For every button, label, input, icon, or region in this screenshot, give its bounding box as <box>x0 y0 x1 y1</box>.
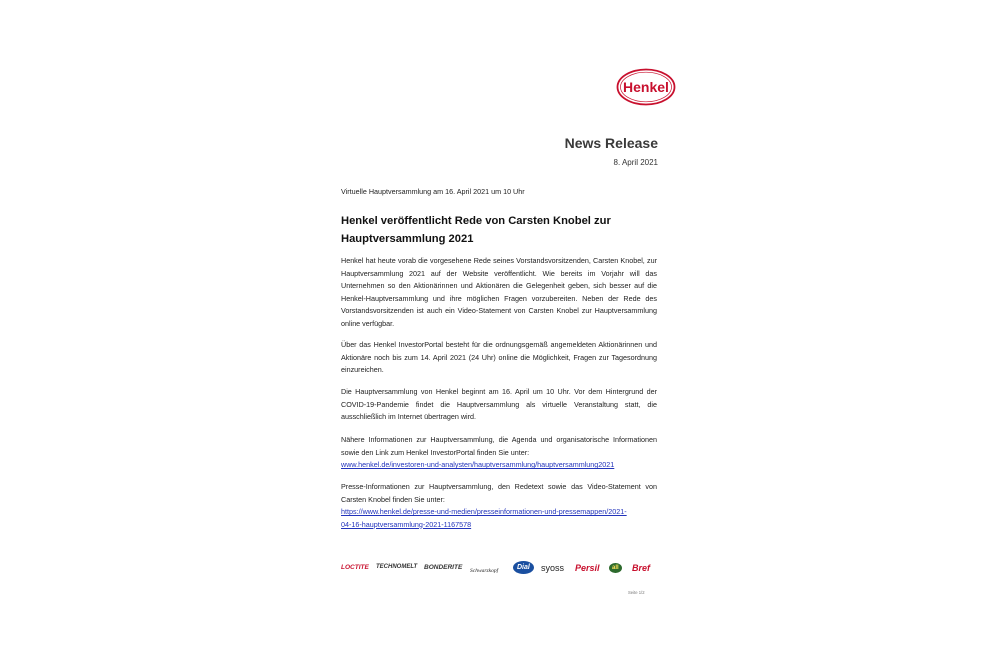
paragraph-4 <box>341 434 657 472</box>
brand-syoss-logo: syoss <box>541 563 565 573</box>
henkel-logo-text: Henkel <box>623 79 669 95</box>
presse-link-line-2[interactable]: 04-16-hauptversammlung-2021-1167578 <box>341 519 472 529</box>
paragraph-5 <box>341 481 657 531</box>
brand-dial-logo: Dial <box>513 561 534 574</box>
brand-all-logo: all <box>609 563 622 573</box>
hauptversammlung-link[interactable]: www.henkel.de/investoren-und-analysten/hauptversammlung/hauptversammlung2021 <box>341 460 615 470</box>
paragraph-1: Henkel hat heute vorab die vorgesehene Rede seines Vorstandsvorsitzenden, Carsten Knobel, zur Hauptversammlung 2021 auf der Website veröffentlicht. Wie bereits im Vorjahr will das Unternehmen so den Aktionärinnen und Aktionären die Gelegenheit geben, sich besser auf die Henkel-Hauptversammlung und ihre möglichen Fragen vorzubereiten. Neben der Rede des Vorstandsvorsitzenden ist auch ein Video-Statement von Carsten Knobel zur Hauptversammlung online verfügbar. <box>341 256 657 328</box>
brand-technomelt-logo: TECHNOMELT <box>376 564 418 570</box>
headline-line-1: Henkel veröffentlicht Rede von Carsten Knobel zur <box>341 215 611 227</box>
kicker-line: Virtuelle Hauptversammlung am 16. April 2021 um 10 Uhr <box>341 187 525 196</box>
brand-persil-logo: Persil <box>575 563 600 573</box>
presse-link-line-1[interactable]: https://www.henkel.de/presse-und-medien/presseinformationen-und-pressemappen/2021- <box>341 507 627 517</box>
henkel-logo <box>616 68 676 106</box>
headline-line-2: Hauptversammlung 2021 <box>341 233 474 245</box>
brand-logo-row <box>341 560 659 582</box>
page-number: Seite 1/2 <box>628 590 645 595</box>
brand-loctite-logo: LOCTITE <box>341 564 369 571</box>
brand-bref-logo: Bref <box>632 563 651 573</box>
headline <box>341 212 661 248</box>
paragraph-5-text: Presse-Informationen zur Hauptversammlung, den Redetext sowie das Video-Statement von Carsten Knobel finden Sie unter: <box>341 482 657 504</box>
paragraph-4-text: Nähere Informationen zur Hauptversammlung, die Agenda und organisatorische Informationen sowie den Link zum Henkel InvestorPortal finden Sie unter: <box>341 435 657 457</box>
brand-schwarzkopf-logo: Schwarzkopf <box>470 568 499 574</box>
brand-bonderite-logo: BONDERITE <box>424 564 463 571</box>
paragraph-2: Über das Henkel InvestorPortal besteht für die ordnungsgemäß angemeldeten Aktionärinnen und Aktionäre noch bis zum 14. April 2021 (24 Uhr) online die Möglichkeit, Fragen zur Tagesordnung einzureichen. <box>341 340 657 375</box>
release-title: News Release <box>564 135 658 151</box>
release-date: 8. April 2021 <box>613 158 658 167</box>
paragraph-3: Die Hauptversammlung von Henkel beginnt am 16. April um 10 Uhr. Vor dem Hintergrund der COVID-19-Pandemie findet die Hauptversammlung als virtuelle Veranstaltung statt, die ausschließlich im Internet übertragen wird. <box>341 387 657 422</box>
